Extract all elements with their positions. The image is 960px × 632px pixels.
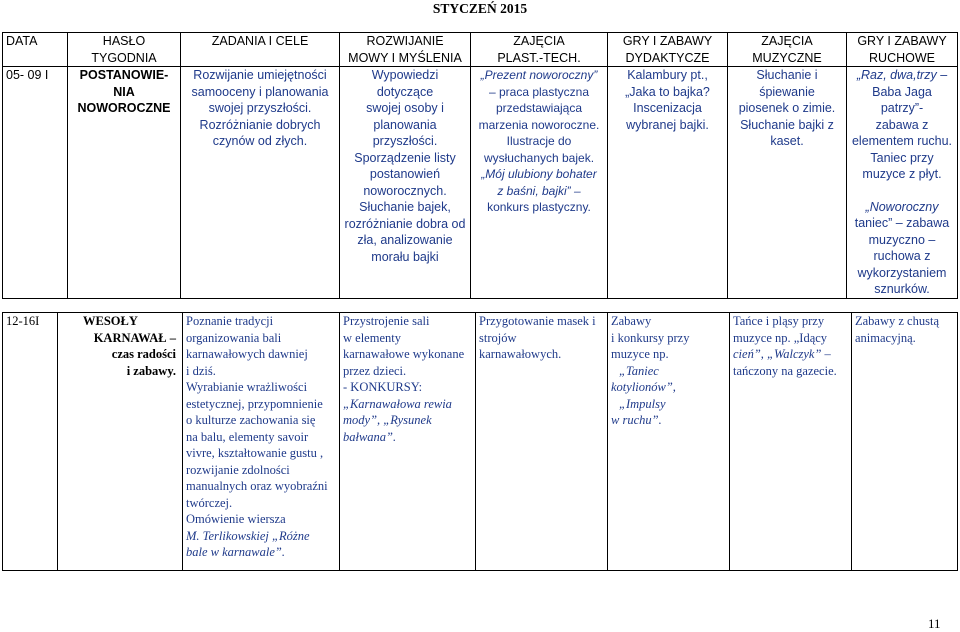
header-movement: GRY I ZABAWY RUCHOWE bbox=[847, 33, 958, 67]
week2-movement: Zabawy z chustą animacyjną. bbox=[852, 313, 958, 571]
header-table bbox=[2, 32, 958, 299]
week1-music: Słuchanie i śpiewanie piosenek o zimie. Słuchanie bajki z kaset. bbox=[728, 67, 847, 299]
week2-row bbox=[3, 313, 958, 571]
header-row bbox=[3, 33, 958, 67]
week2-tasks: Poznanie tradycji organizowania bali karnawałowych dawniej i dziś. Wyrabianie wrażliwości estetycznej, przypomnienie o kulturze zachowania się na balu, elementy savoir vivre, kształtowanie gustu , rozwijanie zdolności manualnych oraz wyobraźni twórczej. Omówienie wiersza M. Terlikowskiej „Różne bale w karnawale”. bbox=[183, 313, 340, 571]
week1-date: 05- 09 I bbox=[3, 67, 68, 299]
week1-didactic: Kalambury pt., „Jaka to bajka? Inscenizacja wybranej bajki. bbox=[608, 67, 728, 299]
week1-row bbox=[3, 67, 958, 299]
header-topic: HASŁO TYGODNIA bbox=[68, 33, 181, 67]
week2-speech: Przystrojenie sali w elementy karnawałowe wykonane przez dzieci. - KONKURSY: „Karnawałowa rewia mody”, „Rysunek bałwana”. bbox=[340, 313, 476, 571]
week1-speech: Wypowiedzi dotyczące swojej osoby i planowania przyszłości. Sporządzenie listy postanowień noworocznych. Słuchanie bajek, rozróżnianie dobra od zła, analizowanie morału bajki bbox=[340, 67, 471, 299]
header-art: ZAJĘCIA PLAST.-TECH. bbox=[471, 33, 608, 67]
header-speech: ROZWIJANIE MOWY I MYŚLENIA bbox=[340, 33, 471, 67]
header-didactic: GRY I ZABAWY DYDAKTYCZE bbox=[608, 33, 728, 67]
week1-topic: POSTANOWIE- NIA NOWOROCZNE bbox=[68, 67, 181, 299]
week1-tasks: Rozwijanie umiejętności samooceny i planowania swojej przyszłości. Rozróżnianie dobrych czynów od złych. bbox=[181, 67, 340, 299]
week2-table bbox=[2, 312, 958, 571]
week2-topic: WESOŁY KARNAWAŁ – czas radości i zabawy. bbox=[58, 313, 183, 571]
week2-didactic: Zabawy i konkursy przy muzyce np. „Taniec kotylionów”, „Impulsy w ruchu”. bbox=[608, 313, 730, 571]
page-title: STYCZEŃ 2015 bbox=[432, 1, 528, 16]
week2-music: Tańce i pląsy przy muzyce np. „Idący cień”, „Walczyk” – tańczony na gazecie. bbox=[730, 313, 852, 571]
header-date: DATA bbox=[3, 33, 68, 67]
page-number: 11 bbox=[928, 616, 941, 631]
week1-movement: „Raz, dwa,trzy – Baba Jaga patrzy”- zabawa z elementem ruchu. Taniec przy muzyce z płyt. „Noworoczny taniec” – zabawa muzyczno – ruchowa z wykorzystaniem sznurków. bbox=[847, 67, 958, 299]
week2-date: 12-16I bbox=[3, 313, 58, 571]
week1-art: „Prezent noworoczny” – praca plastyczna przedstawiająca marzenia noworoczne. Ilustracje do wysłuchanych bajek. „Mój ulubiony bohater z baśni, bajki” – konkurs plastyczny. bbox=[471, 67, 608, 299]
header-tasks: ZADANIA I CELE bbox=[181, 33, 340, 67]
week2-art: Przygotowanie masek i strojów karnawałowych. bbox=[476, 313, 608, 571]
header-music: ZAJĘCIA MUZYCZNE bbox=[728, 33, 847, 67]
